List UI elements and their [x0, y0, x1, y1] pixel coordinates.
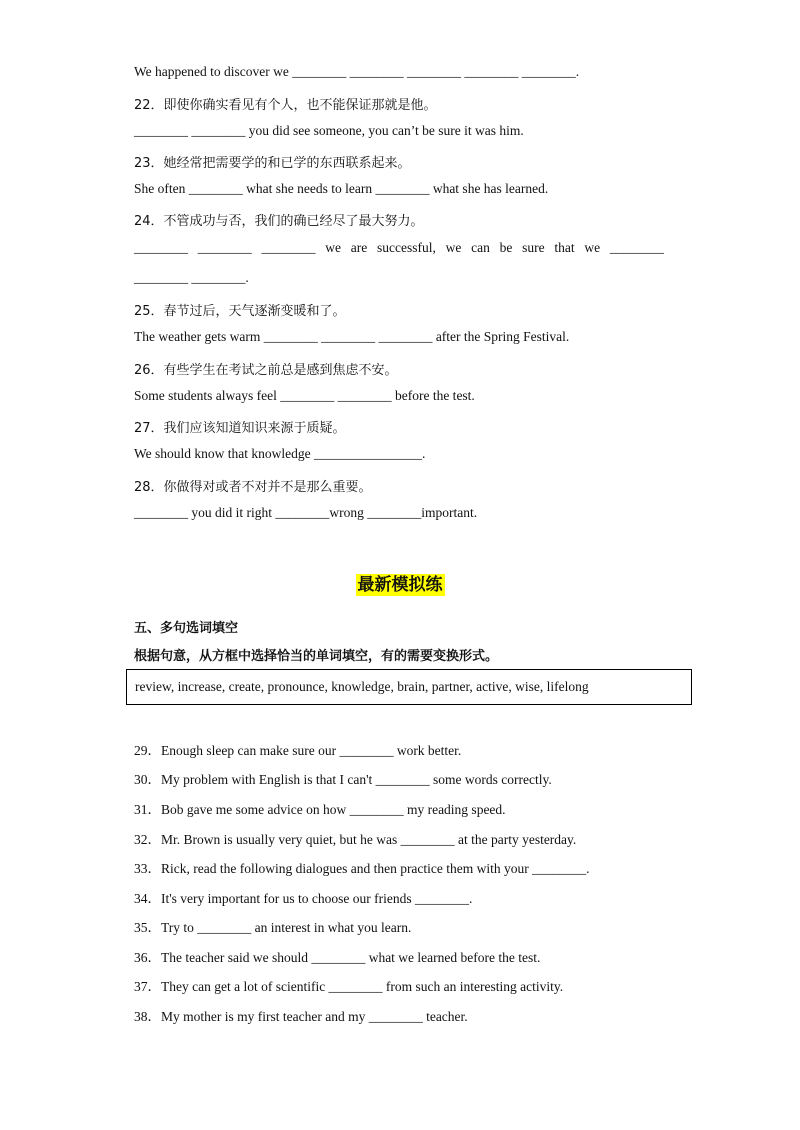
q25-chinese-line: 25．春节过后，天气逐渐变暖和了。 — [134, 304, 346, 319]
question-34: 34．It's very important for us to choose our friends ________. — [134, 891, 473, 906]
question-36: 36．The teacher said we should ________ what we learned before the test. — [134, 950, 541, 965]
word-bank-text: review, increase, create, pronounce, knowledge, brain, partner, active, wise, lifelong — [135, 679, 589, 694]
question-33: 33．Rick, read the following dialogues and then practice them with your ________. — [134, 861, 590, 876]
question-38: 38．My mother is my first teacher and my ________ teacher. — [134, 1009, 468, 1024]
q24-word: ________ — [261, 240, 316, 255]
q24-english-line-2: ________ ________. — [134, 270, 249, 285]
question-32: 32．Mr. Brown is usually very quiet, but he was ________ at the party yesterday. — [134, 832, 577, 847]
q24-word: successful, — [376, 240, 436, 255]
q24-word: sure — [522, 240, 545, 255]
q26-english-line: Some students always feel ________ ________ before the test. — [134, 388, 475, 403]
q24-word: ________ — [134, 240, 188, 255]
question-35: 35．Try to ________ an interest in what you learn. — [134, 920, 412, 935]
q24-word: we — [325, 240, 341, 255]
q21-english-line: We happened to discover we ________ ________ ________ ________ ________. — [134, 64, 580, 79]
question-30: 30．My problem with English is that I can't ________ some words correctly. — [134, 772, 552, 787]
section-title-highlight: 最新模拟练 — [357, 575, 443, 595]
q24-word: ________ — [197, 240, 252, 255]
q25-english-line: The weather gets warm ________ ________ ________ after the Spring Festival. — [134, 329, 570, 344]
q24-word: we — [445, 240, 462, 255]
word-bank-box — [126, 669, 692, 705]
question-37: 37．They can get a lot of scientific ________ from such an interesting activity. — [134, 979, 564, 994]
q24-word: we — [584, 240, 601, 255]
q28-english-line: ________ you did it right ________wrong ________important. — [134, 505, 478, 520]
q24-english-line — [134, 240, 664, 256]
q22-english-line: ________ ________ you did see someone, you can’t be sure it was him. — [134, 123, 524, 138]
question-29: 29．Enough sleep can make sure our ________ work better. — [134, 743, 462, 758]
q27-english-line: We should know that knowledge ________________. — [134, 446, 426, 461]
exercise-heading: 五、多句选词填空 — [134, 621, 239, 636]
q23-chinese-line: 23．她经常把需要学的和已学的东西联系起来。 — [134, 156, 411, 171]
q24-word: ________ — [609, 240, 664, 255]
q22-chinese-line: 22．即使你确实看见有个人，也不能保证那就是他。 — [134, 98, 437, 113]
q27-chinese-line: 27．我们应该知道知识来源于质疑。 — [134, 421, 346, 436]
q28-chinese-line: 28．你做得对或者不对并不是那么重要。 — [134, 480, 372, 495]
section-title — [0, 570, 800, 595]
q26-chinese-line: 26．有些学生在考试之前总是感到焦虑不安。 — [134, 363, 398, 378]
exercise-instruction: 根据句意，从方框中选择恰当的单词填空，有的需要变换形式。 — [134, 649, 499, 664]
q24-word: can — [471, 240, 490, 255]
q24-word: be — [499, 240, 513, 255]
question-31: 31．Bob gave me some advice on how ________ my reading speed. — [134, 802, 506, 817]
q24-word: are — [350, 240, 368, 255]
q24-chinese-line: 24．不管成功与否，我们的确已经尽了最大努力。 — [134, 214, 424, 229]
q23-english-line: She often ________ what she needs to learn ________ what she has learned. — [134, 181, 549, 196]
q24-word: that — [554, 240, 575, 255]
